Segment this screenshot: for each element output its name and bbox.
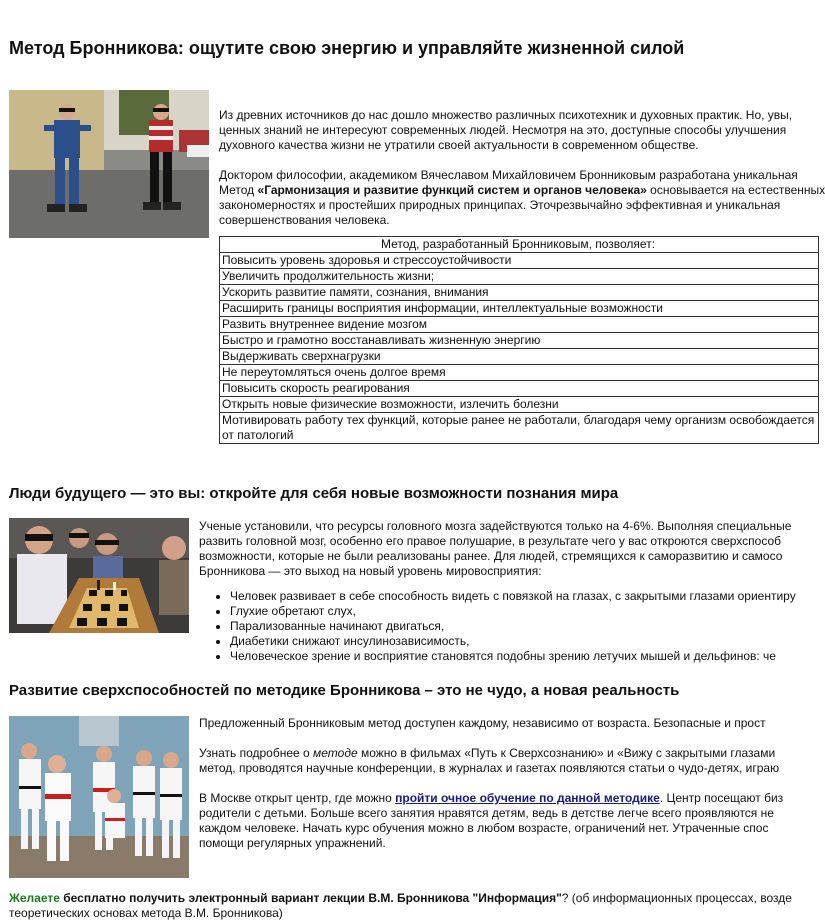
table-row [220,381,819,397]
table-row [220,397,819,413]
footer-line-2: теоретических основах метода В.М. Бронникова) [9,906,283,920]
photo-blindfolded-chess [9,518,189,633]
future-line-3: возможности, которые не были реализованы ранее. Для людей, стремящихся к саморазвитию и самосо [199,549,783,563]
future-line-2: развить головной мозг, особенно его правое полушарие, в результате чего у вас откроются сверхспособ [199,534,782,548]
moscow-line-2: родители с детьми. Больше всего занятия нравятся детям, ведь в детстве легче всего проявляются не [199,806,774,820]
table-row [220,253,819,269]
films-suffix: можно в фильмах «Путь к Сверхсознанию» и «Вижу с закрытыми глазами [357,746,776,760]
intro-line-1: Из древних источников до нас дошло множество различных психотехник и духовных практик. Но, увы, [219,108,793,122]
method-benefits-table [219,236,819,444]
table-row [220,365,819,381]
training-link[interactable]: пройти очное обучение по данной методике [395,791,660,805]
footer-line-1 [9,891,792,906]
films-line-2: метод, проводятся научные конференции, в журналах и газетах появляются статьи о чудо-детях, играю [199,761,780,775]
intro-text [219,108,825,228]
table-row [220,333,819,349]
superabilities-text [199,716,783,851]
table-cell: Мотивировать работу тех функций, которые ранее не работали, благодаря чему организм освобождается от патологий [220,413,819,444]
table-row [220,301,819,317]
table-header: Метод, разработанный Бронниковым, позволяет: [220,237,819,253]
footer-bold-text: бесплатно получить электронный вариант лекции В.М. Бронникова "Информация" [59,891,562,905]
moscow-prefix: В Москве открыт центр, где можно [199,791,396,805]
list-item: • Парализованные начинают двигаться, [230,619,796,634]
list-item: • Человеческое зрение и восприятие становятся подобны зрению летучих мышей и дельфинов: че [230,649,796,664]
method-name: «Гармонизация и развитие функций систем и органов человека» [257,183,647,197]
table-header-row [220,237,819,253]
footer-rest-text: ? (об информационных процессах, возде [561,891,792,905]
author-line-4: совершенствования человека. [219,213,390,227]
moscow-suffix: . Центр посещают биз [659,791,784,805]
photo-chess-image [9,518,189,633]
author-line-2-prefix: Метод [219,183,258,197]
table-row [220,285,819,301]
author-line-3: закономерностях и простейших природных принципах. Эточрезвычайно эффективная и уникальная [219,198,781,212]
table-cell: Выдерживать сверхнагрузки [220,349,819,365]
table-cell: Открыть новые физические возможности, излечить болезни [220,397,819,413]
moscow-line-4: помощи регулярных упражнений. [199,836,386,850]
table-cell: Не переутомляться очень долгое время [220,365,819,381]
footer-offer [9,891,792,921]
table-cell: Расширить границы восприятия информации, интеллектуальные возможности [220,301,819,317]
section-heading-superabilities: Развитие сверхспособностей по методике Бронникова – это не чудо, а новая реальность [9,682,680,699]
abilities-list [214,589,796,664]
films-italic: методе [313,746,358,760]
accessible-line: Предложенный Бронниковым метод доступен каждому, независимо от возраста. Безопасные и прост [199,716,766,730]
table-row [220,349,819,365]
films-line-1 [199,746,783,761]
photo-karate-image [9,716,189,878]
list-item: • Диабетики снижают инсулинозависимость, [230,634,796,649]
intro-line-2: ценных знаний не интересуют современных людей. Несмотря на это, доступные способы улучшения [219,123,787,137]
intro-line-3: духовного качества жизни не утратили своей актуальности в современном обществе. [219,138,699,152]
section-heading-future-people: Люди будущего — это вы: откройте для себя новые возможности познания мира [9,485,619,502]
table-cell: Ускорить развитие памяти, сознания, внимания [220,285,819,301]
moscow-line-3: каждом человеке. Начать курс обучения можно в любом возрасте, ограничений нет. Утраченные спос [199,821,769,835]
future-line-1: Ученые установили, что ресурсы головного мозга задействуются только на 4-6%. Выполняя специальные [199,519,792,533]
photo-karate-children [9,716,189,878]
list-item: • Человек развивает в себе способность видеть с повязкой на глазах, с закрытыми глазами ориентиру [230,589,796,604]
table-cell: Повысить уровень здоровья и стрессоустойчивости [220,253,819,269]
footer-cta-word[interactable]: Желаете [9,891,60,905]
author-line-2-suffix: основывается на естественных [646,183,825,197]
list-item: • Глухие обретают слух, [230,604,796,619]
page-title: Метод Бронникова: ощутите свою энергию и управляйте жизненной силой [9,38,685,58]
table-row [220,413,819,444]
photo-rollerblading-children [9,90,209,238]
future-text [199,519,791,579]
author-line-1: Доктором философии, академиком Вячеславом Михайловичем Бронниковым разработана уникальная [219,168,798,182]
films-prefix: Узнать подробнее о [199,746,314,760]
table-cell: Увеличить продолжительность жизни; [220,269,819,285]
table-cell: Повысить скорость реагирования [220,381,819,397]
table-cell: Быстро и грамотно восстанавливать жизненную энергию [220,333,819,349]
table-row [220,317,819,333]
table-row [220,269,819,285]
table-cell: Развить внутреннее видение мозгом [220,317,819,333]
future-line-4: Бронникова — это выход на новый уровень мировосприятия: [199,564,542,578]
moscow-line-1 [199,791,783,806]
photo-rollerblading-image [9,90,209,238]
author-line-2 [219,183,825,198]
